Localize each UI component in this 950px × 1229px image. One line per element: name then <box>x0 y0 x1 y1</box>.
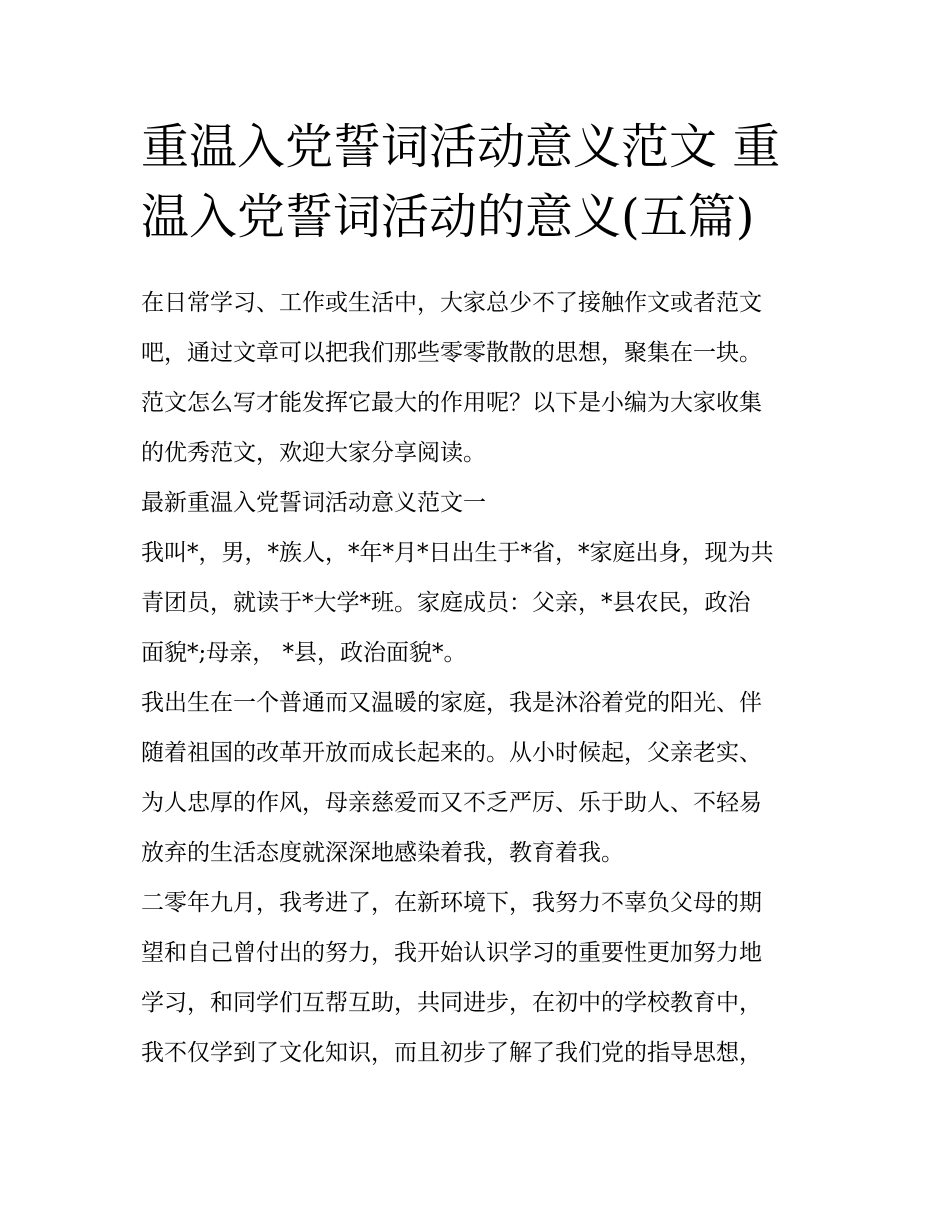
title-line: 温入党誓词活动的意义(五篇) <box>141 189 755 245</box>
text-line: 望和自己曾付出的努力，我开始认识学习的重要性更加努力地 <box>141 940 762 966</box>
title-line: 重温入党誓词活动意义范文 重 <box>141 119 781 175</box>
text-line: 范文怎么写才能发挥它最大的作用呢？以下是小编为大家收集 <box>141 390 762 416</box>
text-line: 随着祖国的改革开放而成长起来的。从小时候起，父亲老实、 <box>141 740 762 766</box>
text-line: 我叫*，男，*族人，*年*月*日出生于*省，*家庭出身，现为共 <box>141 540 774 566</box>
text-line: 的优秀范文，欢迎大家分享阅读。 <box>141 440 486 466</box>
document-title <box>141 112 821 252</box>
text-line: 学习，和同学们互帮互助，共同进步，在初中的学校教育中， <box>141 990 762 1016</box>
text-line: 我出生在一个普通而又温暖的家庭，我是沐浴着党的阳光、伴 <box>141 690 762 716</box>
text-line: 放弃的生活态度就深深地感染着我，教育着我。 <box>141 840 624 866</box>
text-line: 吧，通过文章可以把我们那些零零散散的思想，聚集在一块。 <box>141 340 762 366</box>
text-line: 青团员，就读于*大学*班。家庭成员：父亲，*县农民，政治 <box>141 590 751 616</box>
text-line: 面貌*;母亲， *县，政治面貌*。 <box>141 640 467 666</box>
text-line: 在日常学习、工作或生活中，大家总少不了接触作文或者范文 <box>141 290 762 316</box>
section-heading: 最新重温入党誓词活动意义范文一 <box>141 490 486 516</box>
text-line: 我不仅学到了文化知识，而且初步了解了我们党的指导思想， <box>141 1040 762 1066</box>
text-line: 二零年九月，我考进了，在新环境下，我努力不辜负父母的期 <box>141 890 762 916</box>
document-body <box>141 278 821 1078</box>
text-line: 为人忠厚的作风，母亲慈爱而又不乏严厉、乐于助人、不轻易 <box>141 790 762 816</box>
